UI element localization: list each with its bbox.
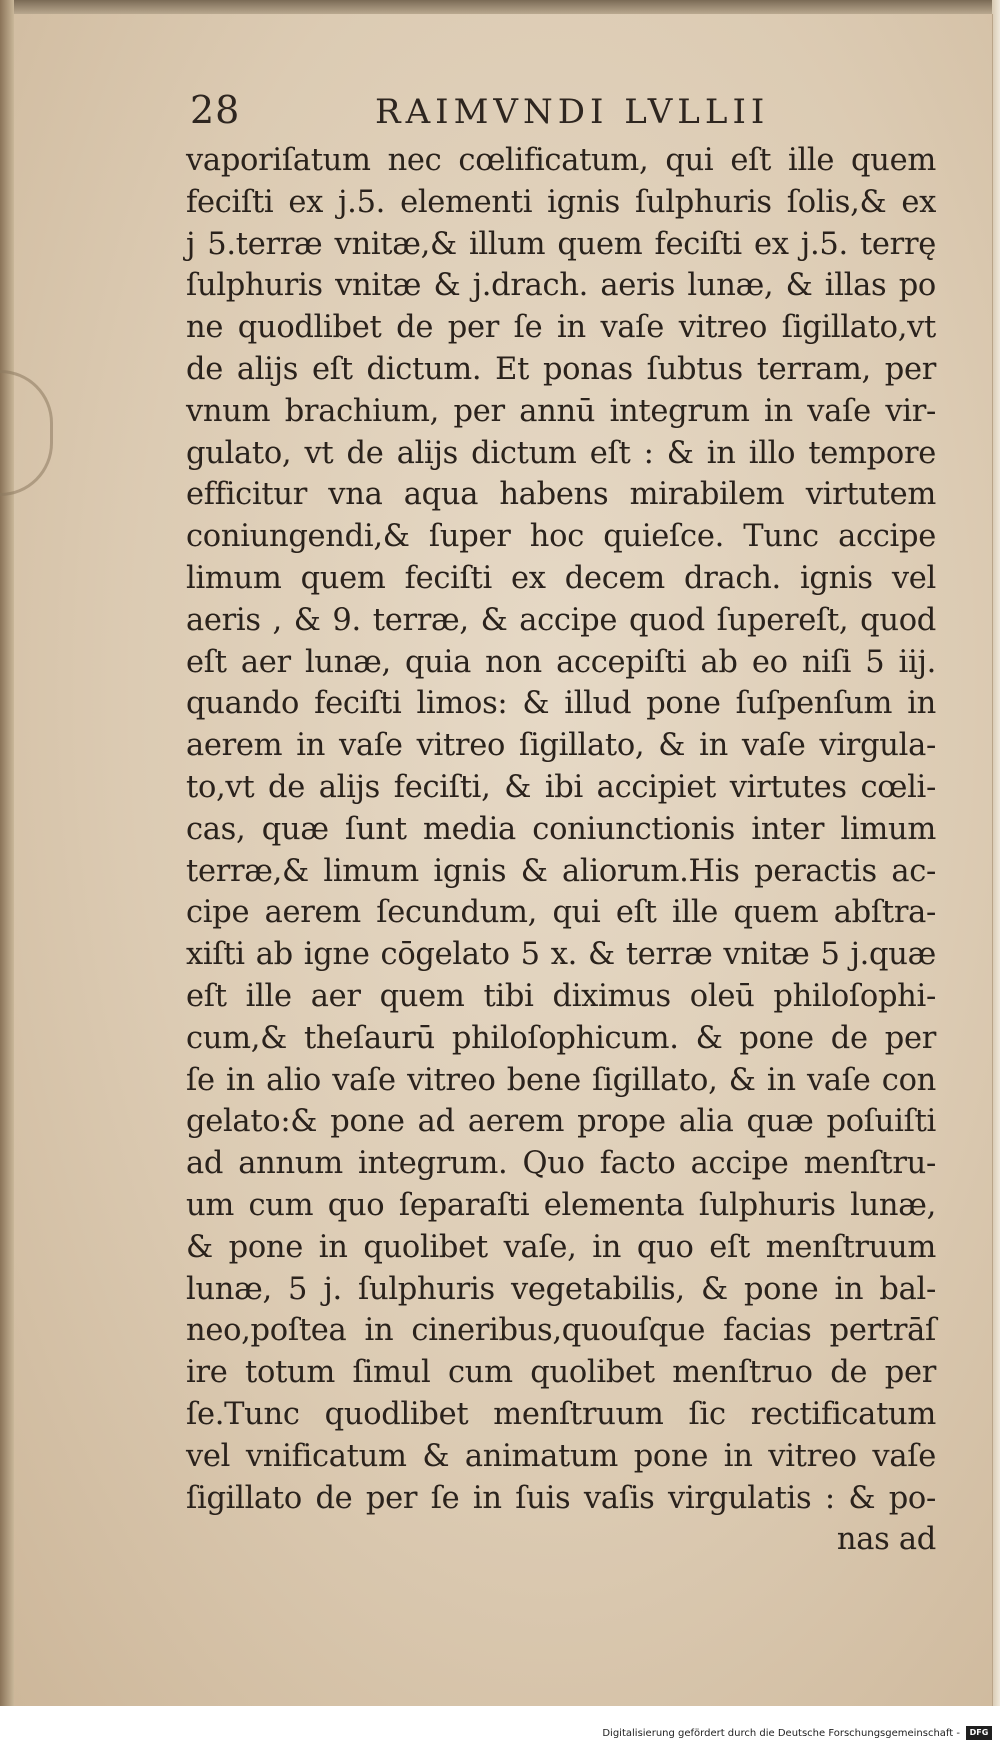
footer-note: Digitalisierung gefördert durch die Deutsche Forschungsgemeinschaft -	[602, 1728, 960, 1739]
text-line: um cum quo ſeparaſti elementa ſulphuris lunæ,	[186, 1187, 936, 1223]
text-line: cas, quæ ſunt media coniunctionis inter limum	[186, 811, 936, 847]
body-text	[186, 140, 936, 1561]
text-line: vaporiſatum nec cœlificatum, qui eſt ille quem	[186, 143, 936, 178]
text-line: gulato, vt de alijs dictum eſt : & in illo tempore	[186, 435, 936, 471]
text-line: gelato:& pone ad aerem prope alia quæ poſuiſti	[186, 1104, 936, 1140]
text-line: & pone in quolibet vaſe, in quo eſt menſtruum	[186, 1229, 936, 1265]
text-line: eſt ille aer quem tibi diximus oleū philoſophi-	[186, 978, 936, 1014]
text-line: coniungendi,& ſuper hoc quieſce. Tunc accipe	[186, 519, 936, 555]
text-line: limum quem feciſti ex decem drach. ignis vel	[186, 560, 936, 596]
text-line: aerem in vaſe vitreo ſigillato, & in vaſe virgula-	[186, 728, 936, 764]
book-right-edge	[992, 0, 1000, 1746]
text-line: neo,poſtea in cineribus,quouſque facias pertrāſ	[186, 1313, 936, 1349]
book-spine-edge	[0, 0, 14, 1746]
text-line: ire totum ſimul cum quolibet menſtruo de per	[186, 1355, 936, 1391]
text-line: vel vnificatum & animatum pone in vitreo vaſe	[186, 1438, 936, 1474]
text-line: ſigillato de per ſe in ſuis vaſis virgulatis : & po-	[186, 1480, 936, 1516]
book-top-edge	[0, 0, 1000, 14]
text-line: lunæ, 5 j. ſulphuris vegetabilis, & pone in bal-	[186, 1271, 936, 1307]
page-number: 28	[190, 88, 241, 132]
text-line: terræ,& limum ignis & aliorum.His peractis ac-	[186, 853, 936, 889]
text-line: eſt aer lunæ, quia non accepiſti ab eo niſi 5 iij.	[186, 644, 936, 680]
text-line: quando feciſti limos: & illud pone ſuſpenſum in	[186, 686, 936, 722]
text-line: aeris , & 9. terræ, & accipe quod ſupereſt, quod	[186, 602, 936, 638]
text-line: j 5.terræ vnitæ,& illum quem feciſti ex j.5. terrę	[186, 226, 936, 262]
text-line: xiſti ab igne cōgelato 5 x. & terræ vnitæ 5 j.quæ	[186, 937, 936, 973]
text-line: to,vt de alijs feciſti, & ibi accipiet virtutes cœli-	[186, 769, 936, 805]
text-line: nas ad	[836, 1522, 936, 1558]
running-title: RAIMVNDI LVLLII	[375, 92, 770, 132]
text-line: efficitur vna aqua habens mirabilem virtutem	[186, 477, 936, 513]
text-line: ne quodlibet de per ſe in vaſe vitreo ſigillato,vt	[186, 310, 936, 346]
text-line: vnum brachium, per annū integrum in vaſe vir-	[186, 393, 936, 429]
dfg-logo: DFG	[966, 1726, 992, 1740]
text-line: cum,& theſaurū philoſophicum. & pone de per	[186, 1020, 936, 1056]
text-line: ſulphuris vnitæ & j.drach. aeris lunæ, & illas po	[186, 268, 936, 304]
footer-strip	[0, 1706, 1000, 1746]
text-line: cipe aerem ſecundum, qui eſt ille quem abſtra-	[186, 895, 936, 931]
text-line: feciſti ex j.5. elementi ignis ſulphuris ſolis,& ex	[186, 184, 936, 220]
text-line: ſe in alio vaſe vitreo bene ſigillato, & in vaſe con	[186, 1062, 936, 1098]
text-line: ſe.Tunc quodlibet menſtruum ſic rectificatum	[186, 1396, 936, 1432]
text-line: ad annum integrum. Quo facto accipe menſtru-	[186, 1146, 936, 1182]
text-line: de alijs eſt dictum. Et ponas ſubtus terram, per	[186, 351, 936, 387]
